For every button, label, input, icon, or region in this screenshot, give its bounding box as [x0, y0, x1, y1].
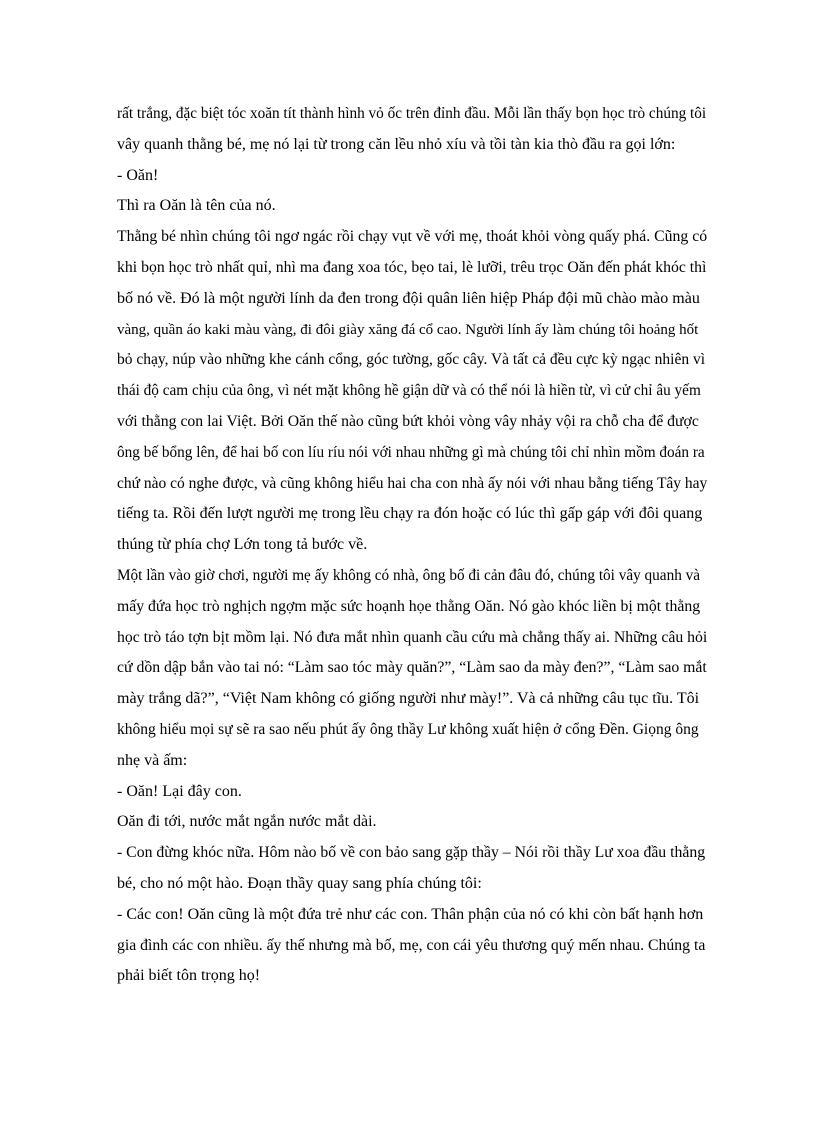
text-line: Thì ra Oăn là tên của nó. [117, 197, 276, 215]
text-line: cứ dồn dập bắn vào tai nó: “Làm sao tóc mày quăn?”, “Làm sao da mày đen?”, “Làm sao mắt [117, 659, 707, 677]
text-line: khi bọn học trò nhất quỉ, nhì ma đang xoa tóc, bẹo tai, lè lưỡi, trêu trọc Oăn đến phát khóc thì [117, 258, 707, 276]
text-line: không hiểu mọi sự sẽ ra sao nếu phút ấy ông thầy Lư không xuất hiện ở cổng Đền. Giọng ông [117, 720, 699, 738]
text-line: bé, cho nó một hào. Đoạn thầy quay sang phía chúng tôi: [117, 874, 482, 892]
text-line: ông bế bổng lên, để hai bố con líu ríu nói với nhau những gì mà chúng tôi chỉ nhìn mồm đoán ra [117, 443, 705, 461]
story-text [117, 99, 707, 992]
text-line: vây quanh thằng bé, mẹ nó lại từ trong căn lều nhỏ xíu và tồi tàn kia thò đầu ra gọi lớn: [117, 135, 676, 153]
text-line: - Oăn! Lại đây con. [117, 782, 242, 800]
text-line: - Con đừng khóc nữa. Hôm nào bố về con bảo sang gặp thầy – Nói rồi thầy Lư xoa đầu thằng [117, 844, 706, 862]
text-line: Một lần vào giờ chơi, người mẹ ấy không có nhà, ông bố đi cản đâu đó, chúng tôi vây quanh và [117, 566, 701, 584]
text-line: nhẹ và ấm: [117, 751, 188, 769]
text-line: - Các con! Oăn cũng là một đứa trẻ như các con. Thân phận của nó có khi còn bất hạnh hơn [117, 905, 704, 923]
text-line: với thằng con lai Việt. Bởi Oăn thế nào cũng bứt khỏi vòng vây nhảy vội ra chỗ cha để được [117, 412, 699, 430]
text-line: - Oăn! [117, 166, 159, 184]
text-line: Thằng bé nhìn chúng tôi ngơ ngác rồi chạy vụt về với mẹ, thoát khỏi vòng quấy phá. Cũng có [117, 228, 708, 246]
text-line: gia đình các con nhiều. ấy thế nhưng mà bố, mẹ, con cái yêu thương quý mến nhau. Chúng ta [117, 936, 706, 954]
text-line: thúng từ phía chợ Lớn tong tả bước về. [117, 536, 368, 554]
text-line: Oăn đi tới, nước mắt ngắn nước mắt dài. [117, 813, 377, 831]
text-line: thái độ cam chịu của ông, vì nét mặt không hề giận dữ và có thể nói là hiền từ, vì cử chỉ âu yếm [117, 382, 701, 400]
text-line: tiếng ta. Rồi đến lượt người mẹ trong lều chạy ra đón hoặc có lúc thì gấp gáp với đôi quang [117, 505, 703, 523]
text-line: mấy đứa học trò nghịch ngợm mặc sức hoạnh họe thằng Oăn. Nó gào khóc liền bị một thằng [117, 597, 701, 615]
text-line: chứ nào có nghe được, và cũng không hiểu hai cha con nhà ấy nói với nhau bằng tiếng Tây hay [117, 474, 708, 492]
text-line: học trò táo tợn bịt mồm lại. Nó đưa mắt nhìn quanh cầu cứu mà chẳng thấy ai. Những câu hỏi [117, 628, 708, 646]
text-line: mày trắng dã?”, “Việt Nam không có giống người như mày!”. Và cả những câu tục tĩu. Tôi [117, 690, 700, 708]
text-line: bố nó về. Đó là một người lính da đen trong đội quân liên hiệp Pháp đội mũ chào mào màu [117, 289, 700, 307]
text-line: bỏ chạy, núp vào những khe cánh cổng, góc tường, gốc cây. Và tất cả đều cực kỳ ngạc nhiên vì [117, 351, 706, 369]
text-line: rất trắng, đặc biệt tóc xoăn tít thành hình vỏ ốc trên đỉnh đầu. Mỗi lần thấy bọn học trò chúng tôi [117, 105, 707, 122]
text-line: phải biết tôn trọng họ! [117, 967, 261, 985]
text-line: vàng, quần áo kaki màu vàng, đi đôi giày xăng đá cổ cao. Người lính ấy làm chúng tôi hoảng hốt [117, 321, 699, 338]
